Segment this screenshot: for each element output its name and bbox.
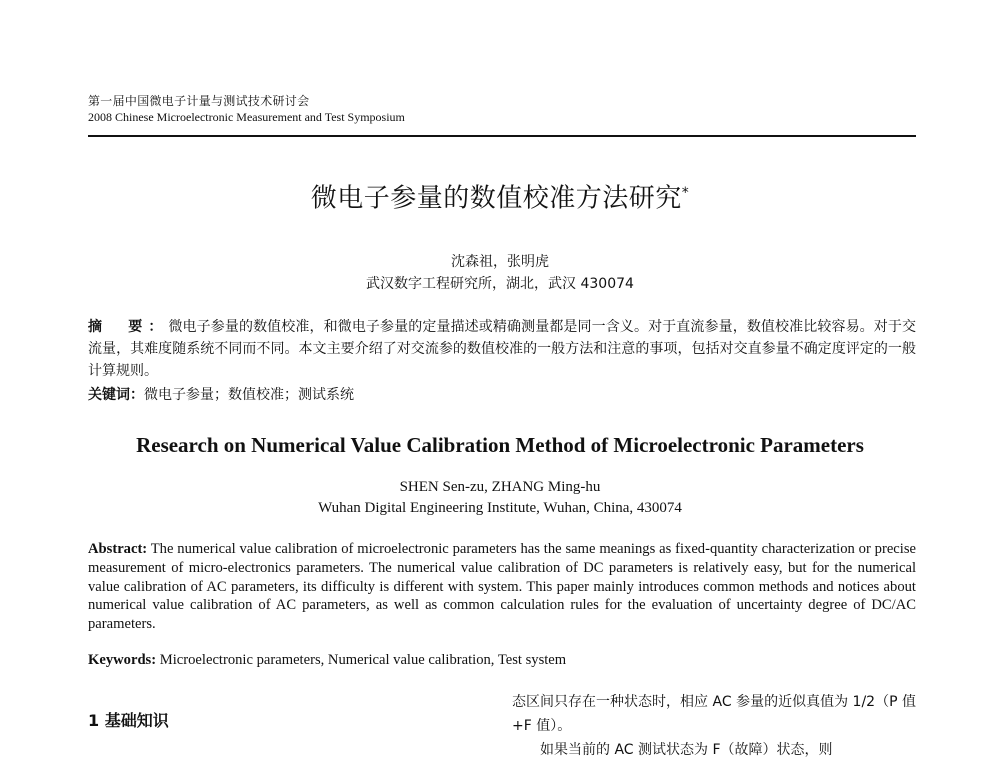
right-column-para-1: 态区间只存在一种状态时，相应 AC 参量的近似真值为 1/2（P 值+F 值）。 <box>512 694 916 734</box>
conference-name-cn: 第一届中国微电子计量与测试技术研讨会 <box>88 94 310 108</box>
section-1-heading: 1 基础知识 <box>88 711 169 730</box>
keywords-en-text: Microelectronic parameters, Numerical value calibration, Test system <box>159 652 567 668</box>
abstract-cn-text: 微电子参量的数值校准，和微电子参量的定量描述或精确测量都是同一含义。对于直流参量，数值校准比较容易。对于交流量，其难度随系统不同而不同。本文主要介绍了对交流参的数值校准的一般方法和注意的事项，包括对交直参量不确定度评定的一般计算规则。 <box>88 319 917 379</box>
paper-title-cn-text: 微电子参量的数值校准方法研究 <box>310 183 682 214</box>
right-column-body <box>512 690 916 762</box>
abstract-en <box>88 540 916 634</box>
running-header <box>88 93 916 125</box>
right-column-para-2: 如果当前的 AC 测试状态为 F（故障）状态，则 <box>540 742 833 758</box>
paper-title-cn <box>0 176 1000 216</box>
keywords-en-label: Keywords: <box>88 652 157 668</box>
abstract-cn <box>88 316 916 382</box>
conference-name-en: 2008 Chinese Microelectronic Measurement and Test Symposium <box>88 110 405 124</box>
keywords-cn-label: 关键词： <box>88 387 144 403</box>
authors-cn: 沈森祖，张明虎 <box>451 254 549 270</box>
keywords-cn-text: 微电子参量；数值校准；测试系统 <box>144 387 354 403</box>
title-footnote-mark: * <box>681 185 690 201</box>
authors-en: SHEN Sen-zu, ZHANG Ming-hu <box>399 479 601 495</box>
abstract-en-text: The numerical value calibration of microelectronic parameters has the same meanings as fixed-quantity characterization or precise measurement of micro-electronics parameters. The numerical value calibration of DC parameters is relatively easy, but for the numerical value calibration of AC parameters, its difficulty is different with system. This paper mainly introduces common methods and notices about numerical value calibration of AC parameters, as well as common calculation rules for the evaluation of uncertainty degree of DC/AC parameters. <box>88 541 916 633</box>
keywords-en <box>88 651 916 670</box>
header-rule <box>88 135 916 137</box>
abstract-cn-label: 摘 要： <box>88 319 169 335</box>
paper-title-en: Research on Numerical Value Calibration Method of Microelectronic Parameters <box>136 433 864 457</box>
affiliation-cn: 武汉数字工程研究所，湖北，武汉 430074 <box>366 276 634 292</box>
keywords-cn <box>88 384 916 406</box>
affiliation-en: Wuhan Digital Engineering Institute, Wuhan, China, 430074 <box>318 500 682 516</box>
abstract-en-label: Abstract: <box>88 541 148 557</box>
